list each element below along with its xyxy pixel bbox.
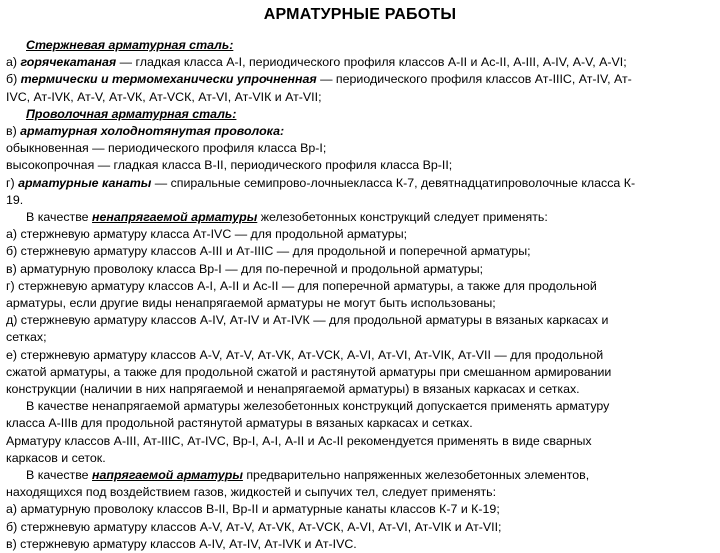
text-segment: сжатой арматуры, а также для продольной сжатой и растянутой арматуры при смешанном армировании bbox=[6, 364, 612, 379]
text-segment: б) bbox=[6, 72, 21, 87]
text-segment: б) стержневую арматуру классов А-III и Ат-IIIС — для продольной и поперечной арматуры; bbox=[6, 244, 531, 259]
text-line bbox=[6, 54, 716, 71]
text-line bbox=[6, 123, 716, 140]
text-segment: класса А-IIIв для продольной растянутой арматуры в вязаных каркасах и сетках. bbox=[6, 416, 473, 431]
text-segment: г) стержневую арматуру классов А-I, А-II и Ас-II — для поперечной арматуры, а также для продольной bbox=[6, 278, 597, 293]
text-segment: IVС, Ат-IVК, Ат-V, Ат-VК, Ат-VСК, Ат-VI, Ат-VIК и Ат-VII; bbox=[6, 89, 322, 104]
text-segment: железобетонных конструкций следует применять: bbox=[257, 210, 548, 225]
text-segment: г) bbox=[6, 175, 19, 190]
text-line bbox=[6, 261, 716, 278]
text-line bbox=[6, 415, 716, 432]
text-segment: предварительно напряженных железобетонных элементов, bbox=[242, 468, 590, 483]
text-segment: 19. bbox=[6, 192, 24, 207]
emphasized-term: Стержневая арматурная сталь: bbox=[26, 38, 234, 52]
text-line bbox=[6, 519, 716, 536]
text-line bbox=[6, 157, 716, 174]
text-segment: а) арматурную проволоку классов В-II, Вр-II и арматурные канаты классов К-7 и К-19; bbox=[6, 502, 500, 517]
text-line bbox=[6, 37, 716, 54]
emphasized-term: ненапрягаемой арматуры bbox=[92, 210, 258, 225]
text-line bbox=[6, 484, 716, 501]
text-line bbox=[6, 433, 716, 450]
text-segment: е) стержневую арматуру классов А-V, Ат-V, Ат-VК, Ат-VСК, А-VI, Ат-VI, Ат-VIК, Ат-VII — для продольной bbox=[6, 347, 604, 362]
text-segment: обыкновенная — периодического профиля класса Вр-I; bbox=[6, 141, 327, 156]
text-segment: — спиральные семипрово-лочныекласса К-7, девятнадцатипроволочные класса К- bbox=[151, 175, 636, 190]
text-segment: — гладкая класса А-I, периодического профиля классов А-II и Ас-II, А-III, А-IV, А-V, А-VI; bbox=[116, 55, 627, 70]
text-segment: находящихся под воздействием газов, жидкостей и сыпучих тел, следует применять: bbox=[6, 485, 497, 500]
text-line bbox=[6, 278, 716, 295]
text-line bbox=[6, 140, 716, 157]
text-line bbox=[6, 243, 716, 260]
text-segment: В качестве bbox=[26, 210, 93, 225]
text-line bbox=[6, 71, 716, 88]
text-line bbox=[6, 175, 716, 192]
text-line bbox=[6, 192, 716, 209]
text-line bbox=[6, 501, 716, 518]
document-body bbox=[6, 37, 716, 553]
text-line bbox=[6, 312, 716, 329]
text-line bbox=[6, 381, 716, 398]
emphasized-term: напрягаемой арматуры bbox=[92, 468, 243, 483]
text-line bbox=[6, 209, 716, 226]
text-segment: в) стержневую арматуру классов А-IV, Ат-IV, Ат-IVК и Ат-IVС. bbox=[6, 536, 357, 551]
emphasized-term: термически и термомеханически упрочненная bbox=[20, 72, 317, 87]
text-line bbox=[6, 89, 716, 106]
text-segment: каркасов и сеток. bbox=[6, 450, 106, 465]
text-line bbox=[6, 364, 716, 381]
text-segment: в) арматурную проволоку класса Вр-I — для по-перечной и продольной арматуры; bbox=[6, 261, 484, 276]
text-segment: в) bbox=[6, 124, 21, 139]
text-line bbox=[6, 398, 716, 415]
emphasized-term: арматурные канаты bbox=[18, 175, 152, 190]
text-segment: конструкции (наличии в них напрягаемой и ненапрягаемой арматуры) в вязаных каркасах и сетках. bbox=[6, 382, 580, 397]
text-line bbox=[6, 450, 716, 467]
emphasized-term: Проволочная арматурная сталь: bbox=[26, 106, 237, 121]
emphasized-term: горячекатаная bbox=[20, 55, 117, 70]
text-segment: высокопрочная — гладкая класса В-II, периодического профиля класса Вр-II; bbox=[6, 158, 453, 173]
text-segment: сетках; bbox=[6, 330, 47, 345]
text-segment: б) стержневую арматуру классов А-V, Ат-V, Ат-VК, Ат-VСК, А-VI, Ат-VI, Ат-VIК и Ат-VII; bbox=[6, 519, 502, 534]
text-segment: д) стержневую арматуру классов А-IV, Ат-IV и Ат-IVК — для продольной арматуры в вязаных каркасах и bbox=[6, 313, 609, 328]
text-segment: В качестве ненапрягаемой арматуры железобетонных конструкций допускается применять арматуру bbox=[26, 399, 610, 414]
text-segment: — периодического профиля классов Ат-IIIС, Ат-IV, Ат- bbox=[316, 72, 632, 87]
text-segment: арматуры, если другие виды ненапрягаемой арматуры не могут быть использованы; bbox=[6, 296, 496, 311]
text-line bbox=[6, 295, 716, 312]
text-line bbox=[6, 467, 716, 484]
text-line bbox=[6, 347, 716, 364]
emphasized-term: арматурная холоднотянутая проволока: bbox=[20, 124, 285, 139]
text-segment: а) стержневую арматуру класса Ат-IVС — для продольной арматуры; bbox=[6, 227, 408, 242]
text-segment: В качестве bbox=[26, 468, 93, 483]
text-segment: а) bbox=[6, 55, 21, 70]
text-line bbox=[6, 536, 716, 553]
text-line bbox=[6, 226, 716, 243]
text-line bbox=[6, 106, 716, 123]
text-line bbox=[6, 329, 716, 346]
text-segment: Арматуру классов А-III, Ат-IIIС, Ат-IVС, Вр-I, А-I, А-II и Ас-II рекомендуется применять в виде сварных bbox=[6, 433, 592, 448]
page-title: АРМАТУРНЫЕ РАБОТЫ bbox=[263, 6, 457, 23]
